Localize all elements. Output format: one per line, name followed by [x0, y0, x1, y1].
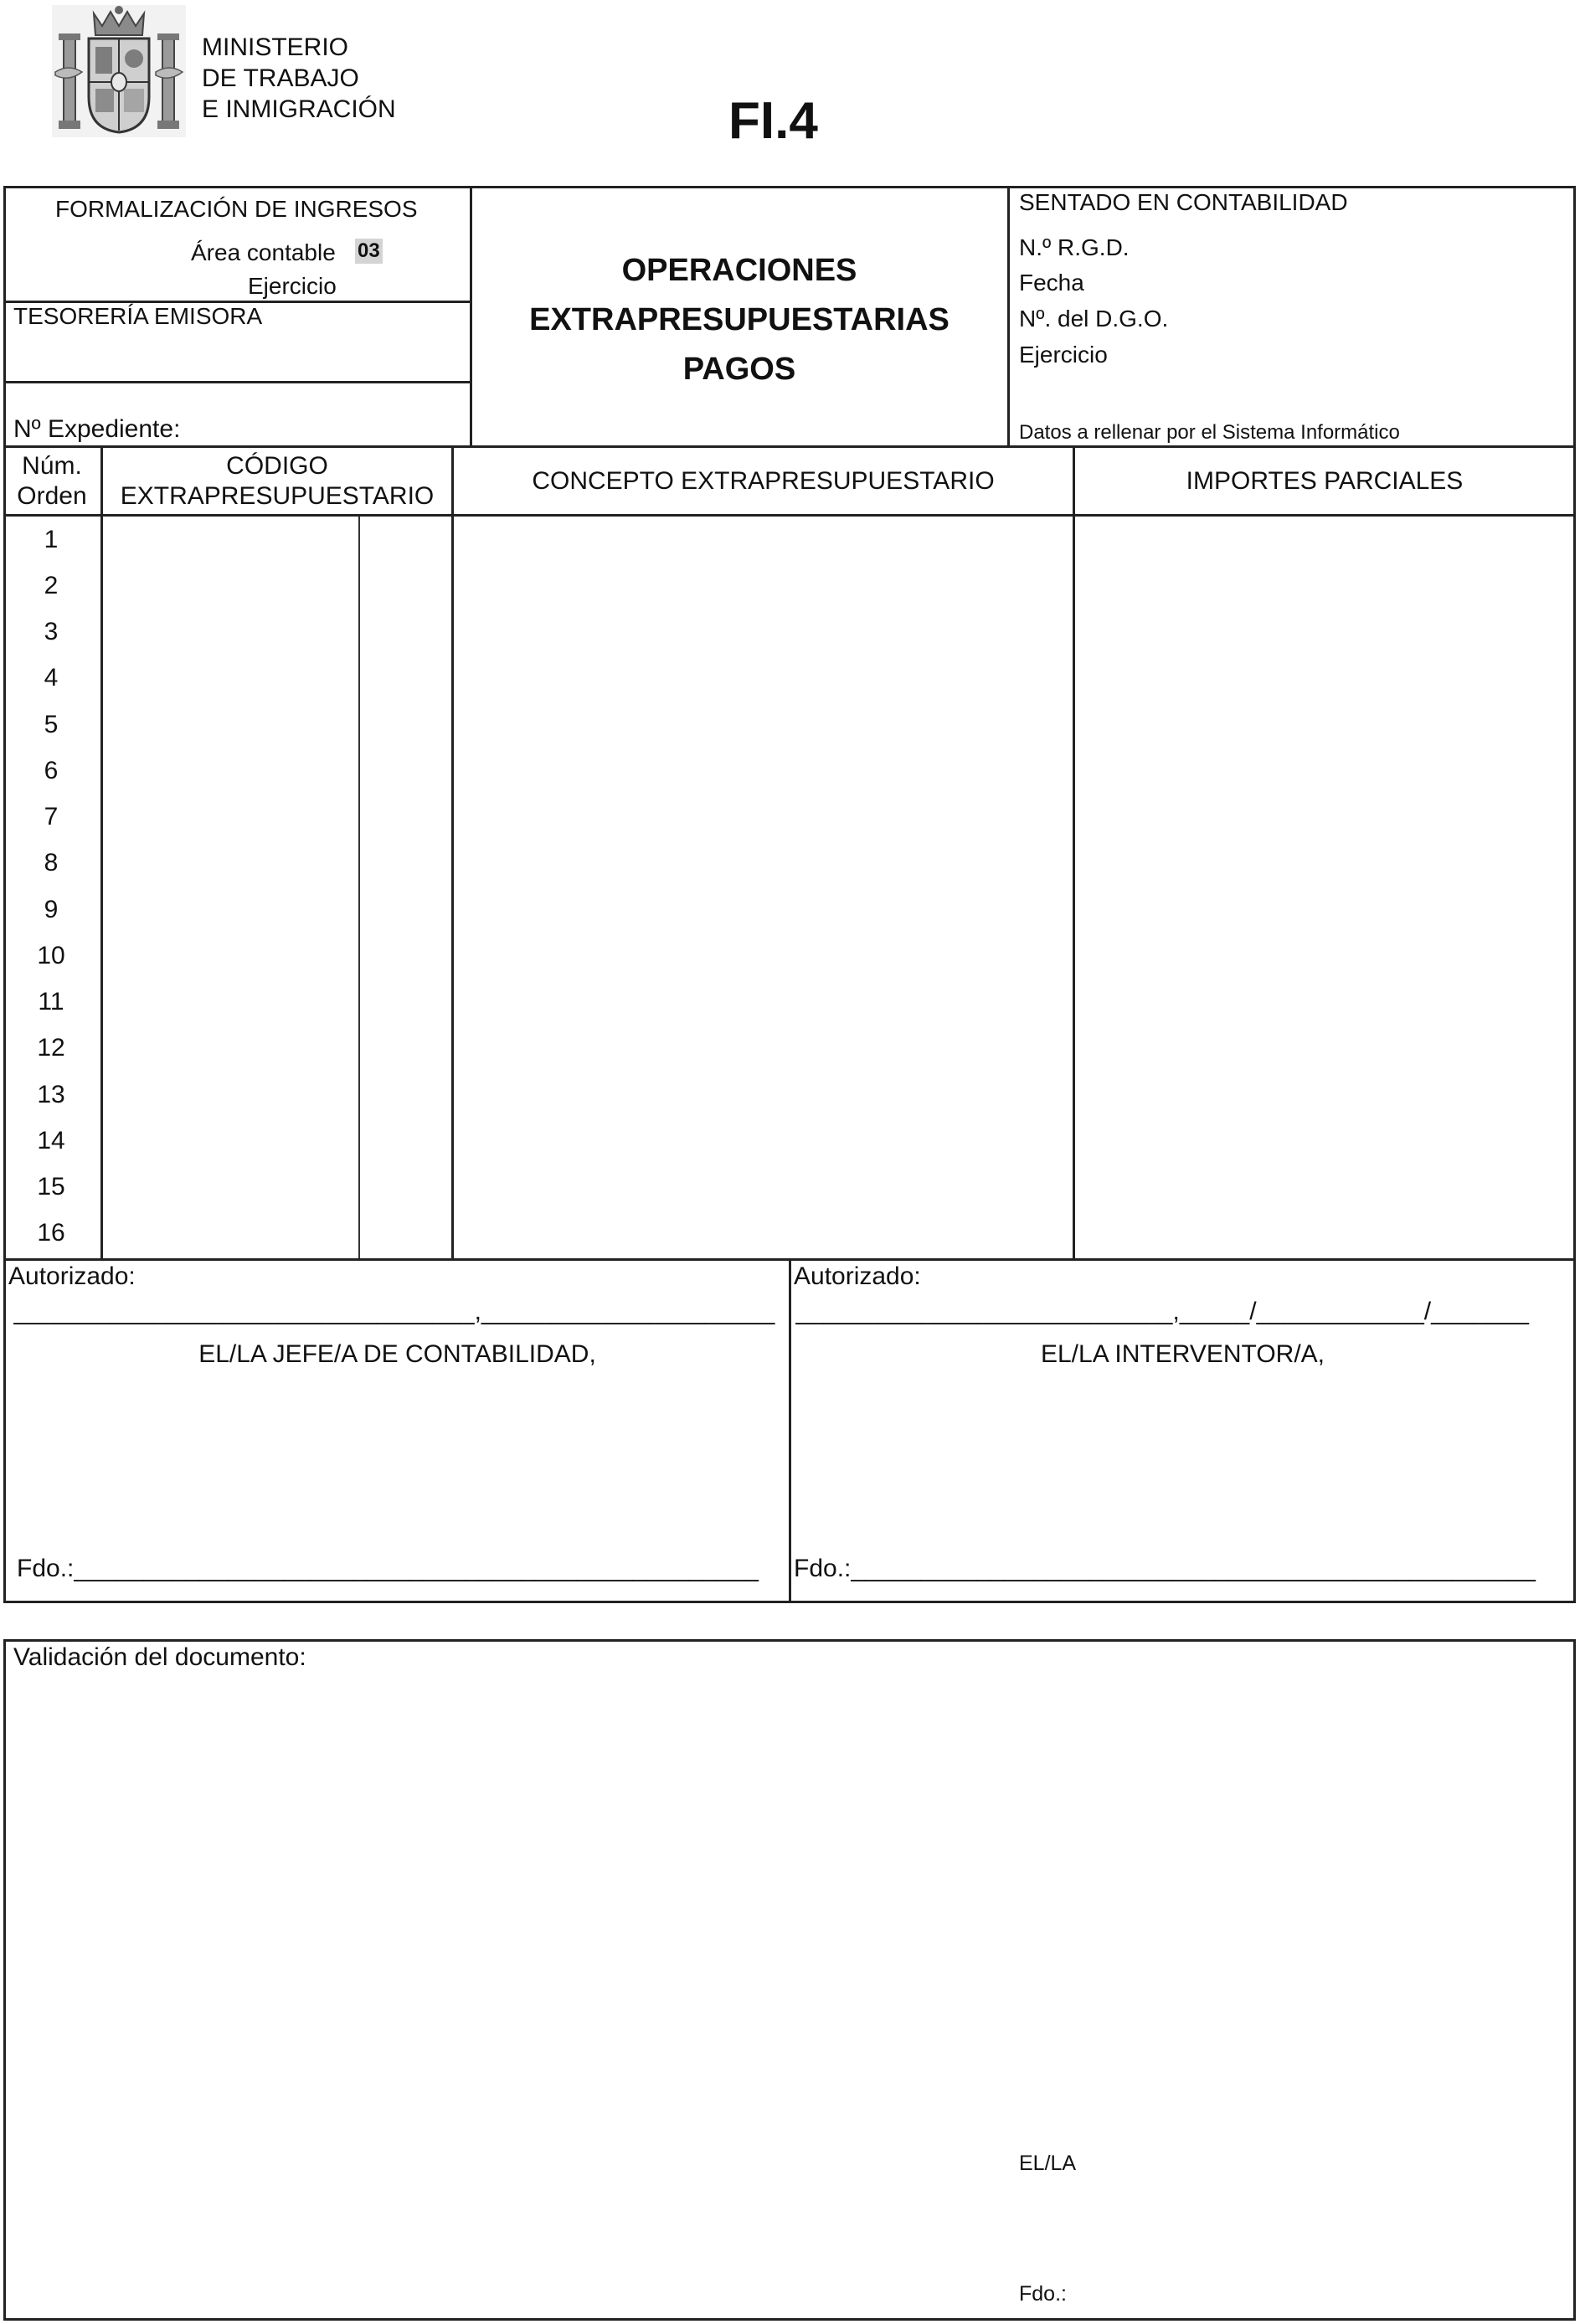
area-contable-value[interactable]: 03: [355, 239, 383, 264]
validation-frame: [3, 1639, 1576, 2321]
fdo-right-line[interactable]: Fdo.:_________________________________________________: [794, 1555, 1536, 1582]
row-number: 7: [44, 803, 59, 830]
fdo-left-line[interactable]: Fdo.:_________________________________________________: [17, 1555, 759, 1582]
coat-of-arms-logo: [52, 5, 186, 137]
tesoreria-label: TESORERÍA EMISORA: [13, 303, 263, 329]
table-header-line: [3, 514, 1576, 517]
col-concepto-header: CONCEPTO EXTRAPRESUPUESTARIO: [532, 467, 995, 495]
row-number: 4: [44, 664, 59, 692]
row-number: 1: [44, 526, 59, 553]
fecha-label: Fecha: [1019, 270, 1084, 296]
col-divider-num: [100, 445, 103, 1261]
validation-label: Validación del documento:: [13, 1643, 306, 1671]
coat-of-arms-icon: [52, 5, 186, 137]
autorizado-left-label: Autorizado:: [8, 1262, 136, 1290]
col-importes-header: IMPORTES PARCIALES: [1186, 467, 1464, 495]
row-number: 5: [44, 711, 59, 738]
title-line-2: EXTRAPRESUPUESTARIAS: [529, 302, 950, 337]
row-number: 11: [38, 988, 64, 1015]
form-code: FI.4: [728, 92, 818, 150]
expediente-label: Nº Expediente:: [13, 415, 181, 443]
row-number: 3: [44, 618, 59, 645]
validation-el-la-label: EL/LA: [1019, 2152, 1077, 2175]
row-number: 8: [44, 849, 59, 877]
date-line-left[interactable]: _________________________________,_____________________: [13, 1298, 775, 1325]
col-num-header-2: Orden: [17, 482, 87, 510]
signatures-divider: [789, 1258, 791, 1603]
row-number: 16: [37, 1219, 65, 1247]
ministry-line-2: DE TRABAJO: [202, 64, 359, 92]
ministry-line-1: MINISTERIO: [202, 33, 349, 61]
col-divider-codigo: [451, 445, 454, 1261]
title-line-3: PAGOS: [682, 352, 796, 387]
col-divider-concepto: [1073, 445, 1075, 1261]
row-number: 2: [44, 572, 59, 599]
rgd-label: N.º R.G.D.: [1019, 234, 1130, 260]
left-panel-line-2: [3, 381, 471, 383]
title-line-1: OPERACIONES: [621, 253, 857, 288]
area-contable-label: Área contable: [191, 239, 336, 265]
ejercicio-right-label: Ejercicio: [1019, 342, 1108, 368]
row-number: 6: [44, 757, 59, 784]
ejercicio-label: Ejercicio: [248, 273, 337, 299]
col-codigo-header-2: EXTRAPRESUPUESTARIO: [120, 482, 435, 510]
jefe-contabilidad-label: EL/LA JEFE/A DE CONTABILIDAD,: [198, 1340, 596, 1368]
row-number: 15: [37, 1173, 65, 1201]
codigo-subcolumn-divider: [358, 517, 360, 1258]
sentado-title: SENTADO EN CONTABILIDAD: [1019, 189, 1348, 215]
items-table-frame: [3, 445, 1576, 1261]
row-number: 9: [44, 896, 59, 923]
col-codigo-header-1: CÓDIGO: [226, 452, 328, 480]
top-right-divider: [1007, 186, 1010, 448]
sistema-informatico-note: Datos a rellenar por el Sistema Informático: [1019, 421, 1400, 444]
autorizado-right-label: Autorizado:: [794, 1262, 921, 1290]
row-number: 10: [37, 942, 65, 969]
dgo-label: Nº. del D.G.O.: [1019, 306, 1169, 332]
row-number: 13: [37, 1081, 65, 1108]
col-num-header-1: Núm.: [22, 452, 82, 480]
ministry-line-3: E INMIGRACIÓN: [202, 95, 396, 123]
validation-fdo-label: Fdo.:: [1019, 2282, 1067, 2306]
interventor-label: EL/LA INTERVENTOR/A,: [1040, 1340, 1325, 1368]
date-line-right[interactable]: ___________________________,_____/____________/_______: [795, 1298, 1529, 1325]
formalizacion-title: FORMALIZACIÓN DE INGRESOS: [55, 196, 418, 222]
row-number: 14: [37, 1127, 65, 1154]
row-number: 12: [37, 1034, 65, 1062]
